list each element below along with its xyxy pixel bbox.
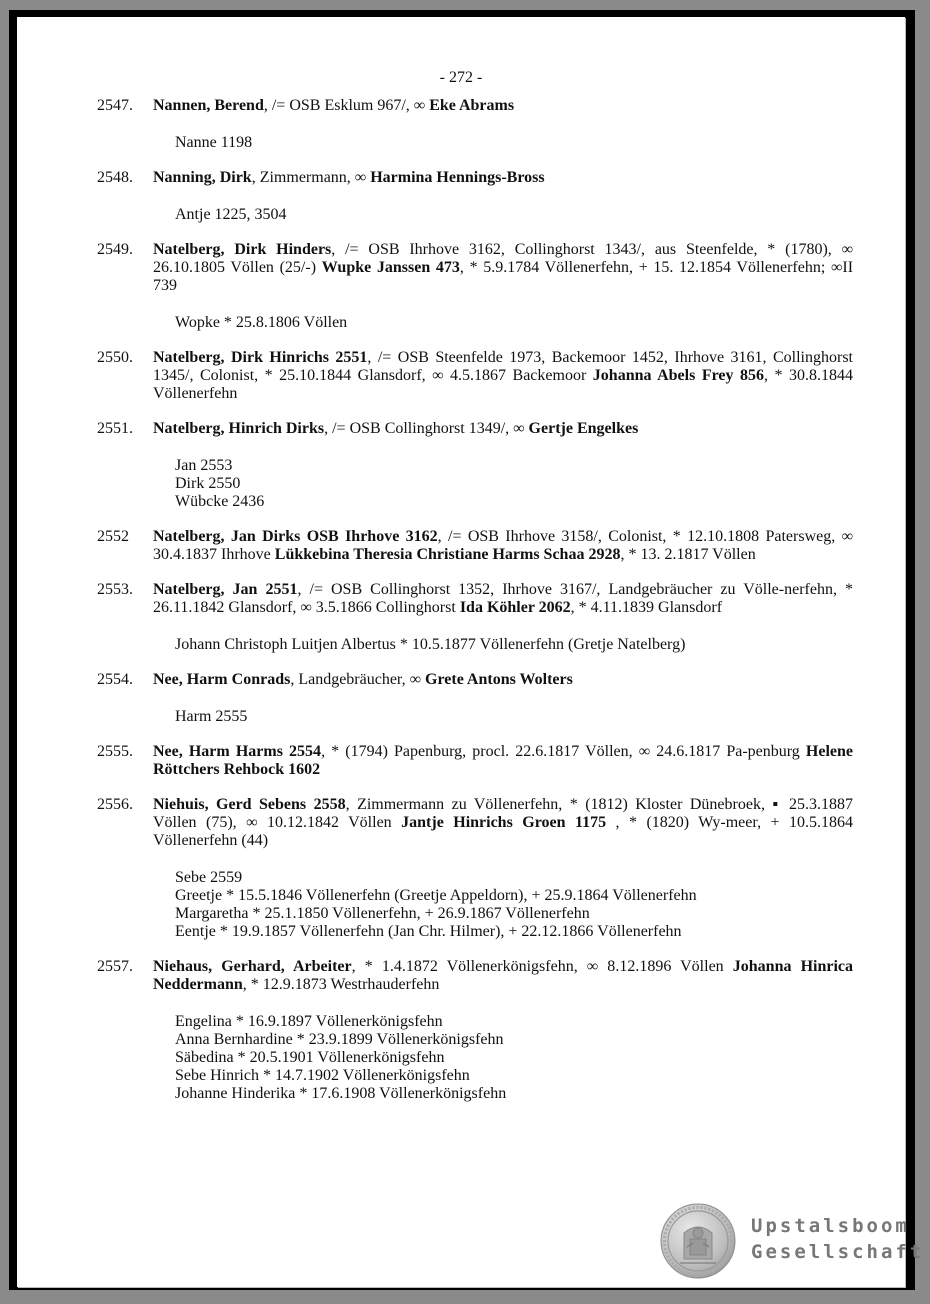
entry-detail: , /= OSB Collinghorst 1349/, ∞ <box>324 420 529 437</box>
entry-name-bold: Lükkebina Theresia Christiane Harms Schaa 2928 <box>274 546 621 563</box>
child-item: Johann Christoph Luitjen Albertus * 10.5.1877 Völlenerfehn (Gretje Natelberg) <box>175 636 686 653</box>
entry <box>17 420 905 511</box>
entry-detail: , * 4.11.1839 Glansdorf <box>570 599 723 616</box>
entry-text <box>153 241 853 295</box>
child-item: Dirk 2550 <box>175 475 241 492</box>
society-name <box>751 1213 924 1265</box>
entry-number: 2550. <box>97 349 133 366</box>
entry-detail: , /= OSB Esklum 967/, ∞ <box>263 97 430 114</box>
child-item: Nanne 1198 <box>175 134 253 151</box>
child-item: Wopke * 25.8.1806 Völlen <box>175 314 348 331</box>
entry-detail: , /= OSB Steenfelde 1973, Backemoor 1452, Ihrhove 3161, Collinghorst 1345/, Colonist, * 25.10.1844 Glansdorf, ∞ 4.5.1867 Backemoor <box>153 349 854 384</box>
entry-detail: , /= OSB Collinghorst 1352, Ihrhove 3167/, Landgebräucher zu Völle-nerfehn, * 26.11.1842 Glansdorf, ∞ 3.5.1866 Collinghorst <box>153 581 853 616</box>
entry-name-bold: Natelberg, Jan Dirks OSB Ihrhove 3162 <box>153 528 438 545</box>
entry-name-bold: Eke Abrams <box>429 97 515 114</box>
entry-name-bold: Ida Köhler 2062 <box>459 599 571 616</box>
entry-text <box>153 796 853 850</box>
entry-name-bold: Natelberg, Dirk Hinrichs 2551 <box>153 349 368 366</box>
entry-name-bold: Jantje Hinrichs Groen 1175 <box>401 814 607 831</box>
entry-number: 2547. <box>97 97 133 114</box>
genealogy-entries <box>17 97 905 1120</box>
entry-detail: , /= OSB Ihrhove 3162, Collinghorst 1343/, aus Steenfelde, * (1780), ∞ 26.10.1805 Völlen (25/-) <box>153 241 854 276</box>
entry-number: 2549. <box>97 241 133 258</box>
entry-text <box>153 958 853 994</box>
entry-name-bold: Natelberg, Jan 2551 <box>153 581 298 598</box>
entry-name-bold: Nanning, Dirk <box>153 169 252 186</box>
child-item: Wübcke 2436 <box>175 493 265 510</box>
entry-detail: , /= OSB Ihrhove 3158/, Colonist, * 12.10.1808 Patersweg, ∞ 30.4.1837 Ihrhove <box>153 528 853 563</box>
entry-text <box>153 528 853 564</box>
entry <box>17 528 905 564</box>
child-item: Johanne Hinderika * 17.6.1908 Völlenerkönigsfehn <box>175 1085 507 1102</box>
entry-detail: , * 5.9.1784 Völlenerfehn, + 15. 12.1854 Völlenerfehn; ∞II 739 <box>153 259 854 294</box>
children-list <box>175 708 905 726</box>
entry-name-bold: Nee, Harm Conrads <box>153 671 291 688</box>
entry-number: 2554. <box>97 671 133 688</box>
entry-text <box>153 169 853 187</box>
child-item: Sebe 2559 <box>175 869 243 886</box>
entry <box>17 581 905 654</box>
entry-name-bold: Johanna Hinrica Neddermann <box>153 958 854 993</box>
entry-number: 2557. <box>97 958 133 975</box>
children-list <box>175 134 905 152</box>
entry-text <box>153 420 853 438</box>
children-list <box>175 636 905 654</box>
child-item: Sebe Hinrich * 14.7.1902 Völlenerkönigsfehn <box>175 1067 470 1084</box>
entry-detail: , * 30.8.1844 Völlenerfehn <box>153 367 854 402</box>
children-list <box>175 206 905 224</box>
entry-number: 2555. <box>97 743 133 760</box>
entry-detail: , * 13. 2.1817 Völlen <box>620 546 756 563</box>
entry-detail: , * 12.9.1873 Westrhauderfehn <box>242 976 440 993</box>
entry-text <box>153 743 853 779</box>
child-item: Engelina * 16.9.1897 Völlenerkönigsfehn <box>175 1013 443 1030</box>
children-list <box>175 314 905 332</box>
entry-name-bold: Nee, Harm Harms 2554 <box>153 743 322 760</box>
child-item: Jan 2553 <box>175 457 233 474</box>
child-item: Margaretha * 25.1.1850 Völlenerfehn, + 26.9.1867 Völlenerfehn <box>175 905 590 922</box>
entry-detail: , * (1820) Wy-meer, + 10.5.1864 Völlenerfehn (44) <box>153 814 854 849</box>
entry-name-bold: Wupke Janssen 473 <box>321 259 460 276</box>
child-item: Säbedina * 20.5.1901 Völlenerkönigsfehn <box>175 1049 445 1066</box>
children-list <box>175 1013 905 1103</box>
entry <box>17 671 905 726</box>
child-item: Anna Bernhardine * 23.9.1899 Völlenerkönigsfehn <box>175 1031 504 1048</box>
society-name-line-1: Upstalsboom <box>751 1215 910 1237</box>
entry-number: 2556. <box>97 796 133 813</box>
entry <box>17 97 905 152</box>
entry-name-bold: Natelberg, Hinrich Dirks <box>153 420 325 437</box>
entry-name-bold: Gertje Engelkes <box>528 420 639 437</box>
entry-text <box>153 581 853 617</box>
entry-detail: , Zimmermann, ∞ <box>251 169 371 186</box>
entry <box>17 241 905 332</box>
child-item: Harm 2555 <box>175 708 248 725</box>
entry <box>17 743 905 779</box>
child-item: Antje 1225, 3504 <box>175 206 287 223</box>
children-list <box>175 869 905 941</box>
entry-name-bold: Helene Röttchers Rehbock 1602 <box>153 743 854 778</box>
entry <box>17 796 905 941</box>
entry <box>17 169 905 224</box>
entry-detail: , * 1.4.1872 Völlenerkönigsfehn, ∞ 8.12.1896 Völlen <box>351 958 733 975</box>
entry-name-bold: Nannen, Berend <box>153 97 264 114</box>
document-page <box>17 17 925 1287</box>
child-item: Eentje * 19.9.1857 Völlenerfehn (Jan Chr. Hilmer), + 22.12.1866 Völlenerfehn <box>175 923 682 940</box>
entry-number: 2548. <box>97 169 133 186</box>
society-logo <box>660 1203 925 1283</box>
society-seal-icon <box>660 1203 736 1279</box>
entry-text <box>153 349 853 403</box>
entry-detail: , Landgebräucher, ∞ <box>290 671 426 688</box>
entry-name-bold: Natelberg, Dirk Hinders <box>153 241 332 258</box>
entry-text <box>153 671 853 689</box>
entry-number: 2552 <box>97 528 129 545</box>
page-number: - 272 - <box>439 69 483 86</box>
entry <box>17 349 905 403</box>
entry-number: 2553. <box>97 581 133 598</box>
entry-text <box>153 97 853 115</box>
entry-number: 2551. <box>97 420 133 437</box>
entry-name-bold: Niehuis, Gerd Sebens 2558 <box>153 796 346 813</box>
child-item: Greetje * 15.5.1846 Völlenerfehn (Greetje Appeldorn), + 25.9.1864 Völlenerfehn <box>175 887 697 904</box>
entry-name-bold: Niehaus, Gerhard, Arbeiter <box>153 958 352 975</box>
society-name-line-2: Gesellschaft <box>751 1241 925 1263</box>
entry-detail: , Zimmermann zu Völlenerfehn, * (1812) Kloster Dünebroek, ▪ 25.3.1887 Völlen (75), ∞ 10.12.1842 Völlen <box>153 796 853 831</box>
entry-name-bold: Grete Antons Wolters <box>425 671 573 688</box>
children-list <box>175 457 905 511</box>
entry-name-bold: Johanna Abels Frey 856 <box>592 367 765 384</box>
entry <box>17 958 905 1103</box>
entry-detail: , * (1794) Papenburg, procl. 22.6.1817 Völlen, ∞ 24.6.1817 Pa-penburg <box>321 743 806 760</box>
entry-name-bold: Harmina Hennings-Bross <box>370 169 545 186</box>
